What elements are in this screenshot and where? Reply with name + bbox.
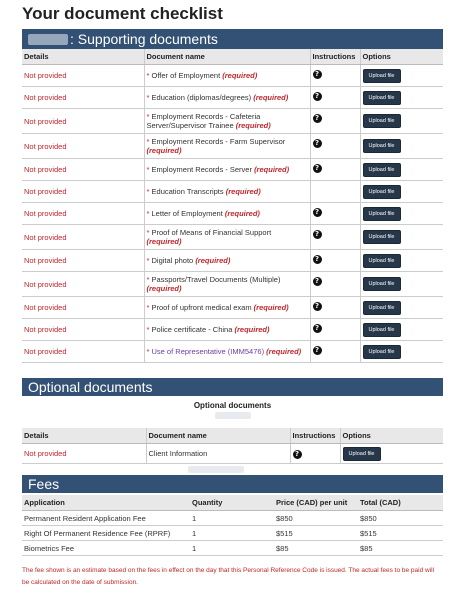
column-header-options: Options — [360, 49, 443, 65]
column-header-application: Application — [22, 495, 190, 511]
upload-file-button[interactable]: Upload file — [363, 114, 401, 128]
required-asterisk: * — [146, 325, 152, 334]
upload-file-button[interactable]: Upload file — [363, 207, 401, 221]
fees-header — [22, 475, 443, 493]
upload-file-button[interactable]: Upload file — [363, 163, 401, 177]
required-asterisk: * — [146, 71, 152, 80]
instructions-cell — [310, 87, 360, 109]
table-row — [22, 341, 443, 363]
optional-documents-caption: Optional documents — [193, 401, 272, 410]
document-name: Proof of upfront medical exam — [151, 303, 252, 312]
required-asterisk: * — [146, 347, 152, 356]
details-cell: Not provided — [22, 65, 144, 87]
document-name-cell — [144, 159, 310, 181]
options-cell — [360, 109, 443, 134]
options-cell — [360, 159, 443, 181]
document-name-cell — [144, 272, 310, 297]
document-name: Police certificate - China — [151, 325, 233, 334]
document-name-cell — [144, 181, 310, 203]
details-cell: Not provided — [22, 109, 144, 134]
document-name: Proof of Means of Financial Support — [151, 228, 272, 237]
help-circle-icon[interactable]: ? — [313, 255, 322, 264]
total-cell: $85 — [358, 541, 443, 556]
instructions-cell — [310, 203, 360, 225]
supporting-documents-table — [22, 49, 443, 363]
table-row — [22, 511, 443, 526]
required-asterisk: * — [146, 137, 152, 146]
instructions-cell — [290, 444, 340, 464]
table-row — [22, 272, 443, 297]
redacted-name — [28, 34, 68, 45]
details-cell: Not provided — [22, 341, 144, 363]
quantity-cell: 1 — [190, 511, 274, 526]
table-row — [22, 526, 443, 541]
faint-mark — [188, 466, 244, 473]
table-row — [22, 134, 443, 159]
required-label: (required) — [225, 187, 261, 196]
optional-documents-header — [22, 378, 443, 396]
required-label: (required) — [234, 325, 270, 334]
help-circle-icon[interactable]: ? — [313, 208, 322, 217]
upload-file-button[interactable]: Upload file — [363, 230, 401, 244]
options-cell — [360, 225, 443, 250]
help-circle-icon[interactable]: ? — [313, 164, 322, 173]
required-label: (required) — [254, 165, 290, 174]
instructions-cell — [310, 319, 360, 341]
column-header-document-name: Document name — [146, 428, 290, 444]
help-circle-icon[interactable]: ? — [313, 92, 322, 101]
instructions-cell — [310, 159, 360, 181]
required-label: (required) — [266, 347, 302, 356]
document-name: Letter of Employment — [151, 209, 223, 218]
details-cell: Not provided — [22, 159, 144, 181]
table-row — [22, 87, 443, 109]
column-header-details: Details — [22, 49, 144, 65]
column-header-document-name: Document name — [144, 49, 310, 65]
required-asterisk: * — [146, 228, 152, 237]
upload-file-button[interactable]: Upload file — [363, 91, 401, 105]
details-cell: Not provided — [22, 444, 146, 464]
required-asterisk: * — [146, 112, 152, 121]
required-asterisk: * — [146, 93, 152, 102]
details-cell: Not provided — [22, 203, 144, 225]
help-circle-icon[interactable]: ? — [313, 114, 322, 123]
required-label: (required) — [195, 256, 231, 265]
upload-file-button[interactable]: Upload file — [363, 254, 401, 268]
table-row — [22, 203, 443, 225]
options-cell — [360, 297, 443, 319]
document-name-cell — [144, 225, 310, 250]
required-label: (required) — [253, 303, 289, 312]
application-cell: Biometrics Fee — [22, 541, 190, 556]
help-circle-icon[interactable]: ? — [313, 277, 322, 286]
price-cell: $850 — [274, 511, 358, 526]
document-name-cell — [144, 341, 310, 363]
details-cell: Not provided — [22, 272, 144, 297]
document-name: Passports/Travel Documents (Multiple) — [151, 275, 281, 284]
instructions-cell — [310, 341, 360, 363]
document-name: Education (diplomas/degrees) — [151, 93, 252, 102]
required-label: (required) — [146, 284, 182, 293]
table-row — [22, 159, 443, 181]
required-label: (required) — [222, 71, 258, 80]
instructions-cell — [310, 272, 360, 297]
required-label: (required) — [224, 209, 260, 218]
page-title: Your document checklist — [22, 4, 223, 23]
total-cell: $850 — [358, 511, 443, 526]
details-cell: Not provided — [22, 319, 144, 341]
upload-file-button[interactable]: Upload file — [363, 139, 401, 153]
document-name-cell — [144, 297, 310, 319]
details-cell: Not provided — [22, 250, 144, 272]
table-row — [22, 181, 443, 203]
table-row — [22, 297, 443, 319]
column-header-price: Price (CAD) per unit — [274, 495, 358, 511]
details-cell: Not provided — [22, 134, 144, 159]
options-cell — [360, 65, 443, 87]
document-name-cell — [144, 65, 310, 87]
required-asterisk: * — [146, 275, 152, 284]
total-cell: $515 — [358, 526, 443, 541]
document-name: Employment Records - Server — [151, 165, 252, 174]
upload-file-button[interactable]: Upload file — [363, 277, 401, 291]
help-circle-icon[interactable]: ? — [313, 346, 322, 355]
required-asterisk: * — [146, 187, 152, 196]
document-name: Employment Records - Cafeteria Server/Supervisor Trainee — [146, 112, 261, 130]
help-circle-icon[interactable]: ? — [293, 450, 302, 459]
table-row — [22, 319, 443, 341]
instructions-cell — [310, 134, 360, 159]
instructions-cell — [310, 65, 360, 87]
fees-title: Fees — [28, 476, 60, 492]
upload-file-button[interactable]: Upload file — [363, 345, 401, 359]
document-name-cell — [144, 134, 310, 159]
required-asterisk: * — [146, 209, 152, 218]
column-header-details: Details — [22, 428, 146, 444]
table-row — [22, 444, 443, 464]
supporting-documents-title: : Supporting documents — [70, 31, 218, 47]
instructions-cell — [310, 250, 360, 272]
instructions-cell — [310, 297, 360, 319]
document-name-cell — [144, 203, 310, 225]
details-cell: Not provided — [22, 181, 144, 203]
column-header-instructions: Instructions — [290, 428, 340, 444]
document-name: Education Transcripts — [151, 187, 224, 196]
table-row — [22, 541, 443, 556]
table-row — [22, 65, 443, 87]
upload-file-button[interactable]: Upload file — [363, 301, 401, 315]
application-cell: Permanent Resident Application Fee — [22, 511, 190, 526]
help-circle-icon[interactable]: ? — [313, 70, 322, 79]
options-cell — [360, 181, 443, 203]
fees-table — [22, 495, 443, 556]
help-circle-icon[interactable]: ? — [313, 230, 322, 239]
options-cell — [360, 203, 443, 225]
column-header-quantity: Quantity — [190, 495, 274, 511]
document-name-cell: Client Information — [146, 444, 290, 464]
options-cell — [340, 444, 443, 464]
document-name-cell — [144, 319, 310, 341]
fee-note: The fee shown is an estimate based on the fees in effect on the day that this Personal Reference Code is issued. The actual fees to be paid will be calculated on the date of submission. — [22, 567, 435, 586]
help-circle-icon[interactable]: ? — [313, 302, 322, 311]
required-asterisk: * — [146, 256, 152, 265]
options-cell — [360, 272, 443, 297]
document-name: Offer of Employment — [151, 71, 221, 80]
help-circle-icon[interactable]: ? — [313, 139, 322, 148]
details-cell: Not provided — [22, 87, 144, 109]
upload-file-button[interactable]: Upload file — [363, 69, 401, 83]
instructions-cell — [310, 225, 360, 250]
upload-file-button[interactable]: Upload file — [343, 447, 381, 461]
document-name-cell — [144, 87, 310, 109]
document-name: Employment Records - Farm Supervisor — [151, 137, 286, 146]
required-label: (required) — [146, 146, 182, 155]
details-cell: Not provided — [22, 225, 144, 250]
price-cell: $515 — [274, 526, 358, 541]
table-row — [22, 225, 443, 250]
supporting-documents-header — [22, 29, 443, 49]
document-name-cell — [144, 109, 310, 134]
options-cell — [360, 250, 443, 272]
options-cell — [360, 87, 443, 109]
quantity-cell: 1 — [190, 526, 274, 541]
instructions-cell — [310, 109, 360, 134]
upload-file-button[interactable]: Upload file — [363, 323, 401, 337]
instructions-cell — [310, 181, 360, 203]
options-cell — [360, 319, 443, 341]
optional-documents-title: Optional documents — [28, 379, 153, 395]
table-row — [22, 250, 443, 272]
document-name-cell — [144, 250, 310, 272]
details-cell: Not provided — [22, 297, 144, 319]
quantity-cell: 1 — [190, 541, 274, 556]
document-name[interactable]: Use of Representative (IMM5476) — [151, 347, 265, 356]
required-asterisk: * — [146, 165, 152, 174]
table-row — [22, 109, 443, 134]
optional-documents-table — [22, 428, 443, 464]
faint-mark — [215, 412, 251, 419]
upload-file-button[interactable]: Upload file — [363, 185, 401, 199]
help-circle-icon[interactable]: ? — [313, 324, 322, 333]
options-cell — [360, 134, 443, 159]
options-cell — [360, 341, 443, 363]
application-cell: Right Of Permanent Residence Fee (RPRF) — [22, 526, 190, 541]
column-header-options: Options — [340, 428, 443, 444]
price-cell: $85 — [274, 541, 358, 556]
required-asterisk: * — [146, 303, 152, 312]
column-header-instructions: Instructions — [310, 49, 360, 65]
required-label: (required) — [253, 93, 289, 102]
column-header-total: Total (CAD) — [358, 495, 443, 511]
required-label: (required) — [235, 121, 271, 130]
document-name: Digital photo — [151, 256, 194, 265]
required-label: (required) — [146, 237, 182, 246]
